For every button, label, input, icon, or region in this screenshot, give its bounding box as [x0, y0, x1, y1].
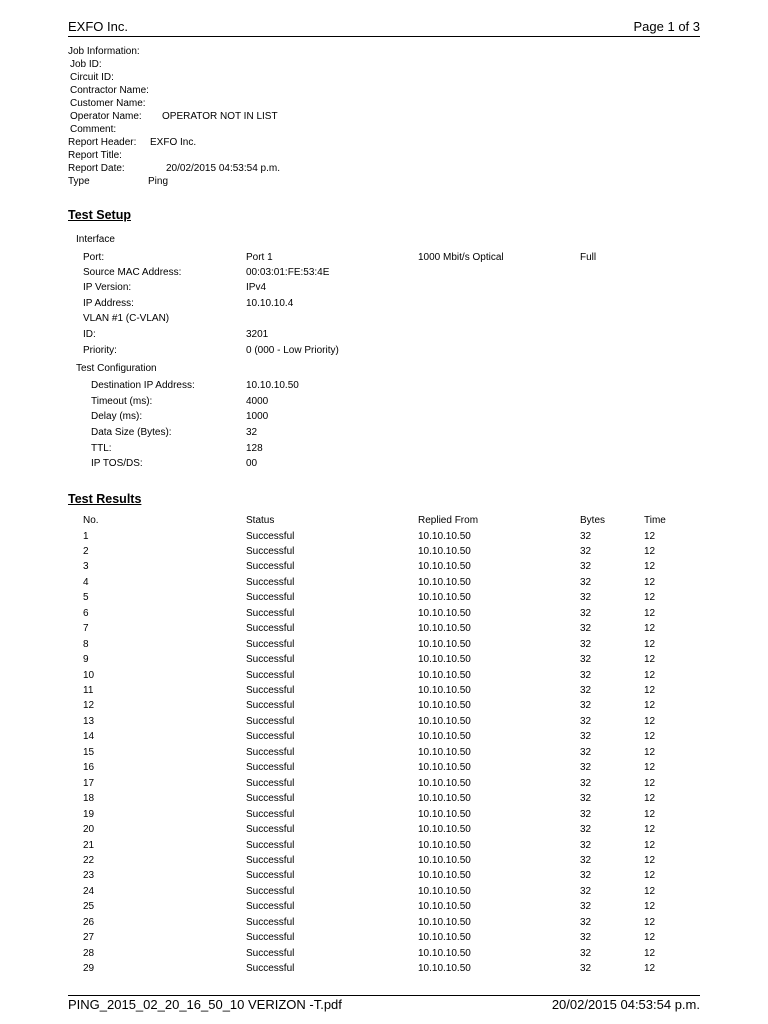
cell-status: Successful	[246, 793, 295, 805]
column-header-bytes: Bytes	[580, 515, 606, 526]
column-header-replied-from: Replied From	[418, 515, 479, 526]
table-row	[0, 932, 768, 948]
cell-time: 12	[644, 592, 656, 604]
cell-bytes: 32	[580, 901, 592, 913]
cell-time: 12	[644, 963, 656, 975]
cell-bytes: 32	[580, 638, 592, 650]
cell-replied-from: 10.10.10.50	[418, 932, 471, 944]
cell-replied-from: 10.10.10.50	[418, 746, 471, 758]
cell-time: 12	[644, 808, 656, 820]
cell-no: 24	[83, 885, 95, 897]
cell-bytes: 32	[580, 963, 592, 975]
cell-replied-from: 10.10.10.50	[418, 731, 471, 743]
cell-status: Successful	[246, 963, 295, 975]
cell-status: Successful	[246, 561, 295, 573]
cell-time: 12	[644, 839, 656, 851]
type-value: Ping	[148, 176, 169, 187]
cell-status: Successful	[246, 530, 295, 542]
priority-label: Priority:	[83, 345, 117, 356]
customer-label: Customer Name:	[70, 98, 146, 109]
table-row	[0, 608, 768, 624]
cell-no: 29	[83, 963, 95, 975]
cell-replied-from: 10.10.10.50	[418, 669, 471, 681]
footer-date: 20/02/2015 04:53:54 p.m.	[551, 997, 700, 1012]
table-row	[0, 870, 768, 886]
cell-no: 5	[83, 592, 89, 604]
cell-bytes: 32	[580, 793, 592, 805]
cell-replied-from: 10.10.10.50	[418, 793, 471, 805]
cell-bytes: 32	[580, 808, 592, 820]
cell-bytes: 32	[580, 870, 592, 882]
cell-status: Successful	[246, 901, 295, 913]
ttl-label: TTL:	[91, 443, 112, 454]
cell-replied-from: 10.10.10.50	[418, 638, 471, 650]
cell-time: 12	[644, 700, 656, 712]
test-results-title: Test Results	[68, 492, 142, 506]
cell-status: Successful	[246, 638, 295, 650]
cell-bytes: 32	[580, 623, 592, 635]
cell-time: 12	[644, 669, 656, 681]
table-row	[0, 731, 768, 747]
cell-replied-from: 10.10.10.50	[418, 824, 471, 836]
report-date-label: Report Date:	[68, 163, 125, 174]
cell-time: 12	[644, 530, 656, 542]
table-row	[0, 654, 768, 670]
header-divider	[68, 36, 700, 37]
cell-status: Successful	[246, 808, 295, 820]
priority-value: 0 (000 - Low Priority)	[246, 345, 339, 356]
tos-label: IP TOS/DS:	[91, 458, 143, 469]
delay-label: Delay (ms):	[91, 411, 143, 422]
cell-bytes: 32	[580, 685, 592, 696]
dest-ip-value: 10.10.10.50	[246, 380, 299, 391]
column-header-time: Time	[644, 515, 666, 526]
table-row	[0, 670, 768, 686]
cell-bytes: 32	[580, 777, 592, 789]
cell-replied-from: 10.10.10.50	[418, 623, 471, 635]
dest-ip-label: Destination IP Address:	[91, 380, 195, 391]
cell-bytes: 32	[580, 947, 592, 959]
table-row	[0, 840, 768, 856]
cell-no: 3	[83, 561, 89, 573]
cell-replied-from: 10.10.10.50	[418, 700, 471, 712]
column-header-no: No.	[83, 515, 99, 526]
table-row	[0, 809, 768, 825]
cell-time: 12	[644, 885, 656, 897]
ip-address-value: 10.10.10.4	[246, 298, 294, 309]
cell-no: 15	[83, 746, 95, 758]
contractor-label: Contractor Name:	[70, 85, 149, 96]
column-header-status: Status	[246, 515, 275, 526]
cell-time: 12	[644, 932, 656, 944]
ttl-value: 128	[246, 443, 263, 454]
cell-status: Successful	[246, 731, 295, 743]
cell-replied-from: 10.10.10.50	[418, 808, 471, 820]
cell-no: 13	[83, 715, 95, 727]
port-value: Port 1	[246, 252, 273, 263]
cell-time: 12	[644, 623, 656, 635]
table-row	[0, 762, 768, 778]
table-row	[0, 855, 768, 871]
cell-status: Successful	[246, 623, 295, 635]
cell-replied-from: 10.10.10.50	[418, 545, 471, 557]
ip-version-label: IP Version:	[83, 282, 132, 293]
cell-status: Successful	[246, 669, 295, 681]
cell-no: 9	[83, 654, 89, 666]
cell-status: Successful	[246, 654, 295, 666]
cell-no: 27	[83, 932, 95, 944]
cell-no: 7	[83, 623, 89, 635]
port-label: Port:	[83, 252, 105, 263]
cell-status: Successful	[246, 777, 295, 789]
cell-status: Successful	[246, 932, 295, 944]
cell-no: 8	[83, 638, 89, 650]
cell-time: 12	[644, 824, 656, 836]
cell-bytes: 32	[580, 824, 592, 836]
report-header-value: EXFO Inc.	[150, 137, 197, 148]
cell-bytes: 32	[580, 545, 592, 557]
cell-no: 4	[83, 576, 89, 588]
mac-label: Source MAC Address:	[83, 267, 182, 278]
table-row	[0, 546, 768, 562]
table-row	[0, 685, 768, 701]
cell-status: Successful	[246, 762, 295, 774]
cell-status: Successful	[246, 854, 295, 866]
cell-no: 17	[83, 777, 95, 789]
operator-value: OPERATOR NOT IN LIST	[162, 111, 278, 122]
cell-replied-from: 10.10.10.50	[418, 654, 471, 666]
ip-version-value: IPv4	[246, 282, 267, 293]
cell-no: 18	[83, 793, 95, 805]
table-row	[0, 592, 768, 608]
cell-status: Successful	[246, 607, 295, 619]
cell-status: Successful	[246, 576, 295, 588]
vlan-label: VLAN #1 (C-VLAN)	[83, 313, 170, 324]
cell-bytes: 32	[580, 654, 592, 666]
cell-time: 12	[644, 561, 656, 573]
table-row	[0, 623, 768, 639]
cell-time: 12	[644, 854, 656, 866]
table-row	[0, 917, 768, 933]
table-row	[0, 778, 768, 794]
job-id-label: Job ID:	[70, 59, 102, 70]
cell-status: Successful	[246, 715, 295, 727]
cell-bytes: 32	[580, 592, 592, 604]
cell-replied-from: 10.10.10.50	[418, 576, 471, 588]
cell-time: 12	[644, 731, 656, 743]
cell-no: 14	[83, 731, 95, 743]
cell-status: Successful	[246, 545, 295, 557]
cell-replied-from: 10.10.10.50	[418, 715, 471, 727]
port-speed: 1000 Mbit/s Optical	[418, 252, 504, 263]
cell-replied-from: 10.10.10.50	[418, 561, 471, 573]
cell-bytes: 32	[580, 885, 592, 897]
report-title-label: Report Title:	[68, 150, 122, 161]
cell-time: 12	[644, 576, 656, 588]
mac-value: 00:03:01:FE:53:4E	[246, 267, 330, 278]
table-row	[0, 963, 768, 979]
job-info-title: Job Information:	[68, 46, 140, 57]
cell-replied-from: 10.10.10.50	[418, 947, 471, 959]
vlan-id-label: ID:	[83, 329, 96, 340]
cell-no: 16	[83, 762, 95, 774]
cell-replied-from: 10.10.10.50	[418, 963, 471, 975]
cell-replied-from: 10.10.10.50	[418, 885, 471, 897]
test-config-title: Test Configuration	[76, 363, 157, 374]
cell-no: 21	[83, 839, 95, 851]
cell-replied-from: 10.10.10.50	[418, 607, 471, 619]
cell-no: 6	[83, 607, 89, 619]
cell-no: 11	[83, 685, 94, 696]
cell-time: 12	[644, 947, 656, 959]
cell-status: Successful	[246, 700, 295, 712]
cell-bytes: 32	[580, 700, 592, 712]
cell-replied-from: 10.10.10.50	[418, 592, 471, 604]
test-setup-title: Test Setup	[68, 208, 131, 222]
cell-no: 1	[83, 530, 89, 542]
cell-replied-from: 10.10.10.50	[418, 916, 471, 928]
cell-bytes: 32	[580, 932, 592, 944]
timeout-value: 4000	[246, 396, 269, 407]
table-row	[0, 824, 768, 840]
table-row	[0, 531, 768, 547]
cell-time: 12	[644, 901, 656, 913]
report-header-label: Report Header:	[68, 137, 137, 148]
cell-no: 26	[83, 916, 95, 928]
cell-bytes: 32	[580, 746, 592, 758]
cell-no: 19	[83, 808, 95, 820]
cell-replied-from: 10.10.10.50	[418, 870, 471, 882]
data-size-value: 32	[246, 427, 258, 438]
cell-status: Successful	[246, 839, 295, 851]
cell-time: 12	[644, 654, 656, 666]
cell-status: Successful	[246, 870, 295, 882]
cell-no: 12	[83, 700, 95, 712]
cell-time: 12	[644, 746, 656, 758]
cell-bytes: 32	[580, 762, 592, 774]
cell-no: 10	[83, 669, 95, 681]
cell-no: 2	[83, 545, 89, 557]
cell-status: Successful	[246, 592, 295, 604]
cell-time: 12	[644, 685, 656, 696]
cell-time: 12	[644, 762, 656, 774]
cell-bytes: 32	[580, 530, 592, 542]
cell-status: Successful	[246, 824, 295, 836]
cell-status: Successful	[246, 947, 295, 959]
table-row	[0, 577, 768, 593]
cell-bytes: 32	[580, 561, 592, 573]
cell-status: Successful	[246, 916, 295, 928]
timeout-label: Timeout (ms):	[91, 396, 153, 407]
table-row	[0, 793, 768, 809]
operator-label: Operator Name:	[70, 111, 142, 122]
cell-replied-from: 10.10.10.50	[418, 685, 471, 696]
cell-bytes: 32	[580, 607, 592, 619]
table-row	[0, 700, 768, 716]
cell-bytes: 32	[580, 839, 592, 851]
type-label: Type	[68, 176, 90, 187]
cell-status: Successful	[246, 746, 295, 758]
interface-title: Interface	[76, 234, 115, 245]
cell-no: 20	[83, 824, 95, 836]
cell-replied-from: 10.10.10.50	[418, 777, 471, 789]
cell-time: 12	[644, 638, 656, 650]
ip-address-label: IP Address:	[83, 298, 134, 309]
table-row	[0, 561, 768, 577]
comment-label: Comment:	[70, 124, 117, 135]
table-row	[0, 901, 768, 917]
footer-filename: PING_2015_02_20_16_50_10 VERIZON -T.pdf	[68, 997, 342, 1012]
cell-bytes: 32	[580, 854, 592, 866]
cell-no: 22	[83, 854, 95, 866]
table-row	[0, 716, 768, 732]
cell-time: 12	[644, 870, 656, 882]
circuit-id-label: Circuit ID:	[70, 72, 114, 83]
cell-time: 12	[644, 793, 656, 805]
cell-time: 12	[644, 607, 656, 619]
data-size-label: Data Size (Bytes):	[91, 427, 172, 438]
cell-bytes: 32	[580, 916, 592, 928]
cell-status: Successful	[246, 885, 295, 897]
cell-status: Successful	[246, 685, 295, 696]
cell-no: 28	[83, 947, 95, 959]
delay-value: 1000	[246, 411, 269, 422]
cell-replied-from: 10.10.10.50	[418, 854, 471, 866]
footer-divider	[68, 995, 700, 996]
cell-bytes: 32	[580, 731, 592, 743]
cell-time: 12	[644, 715, 656, 727]
cell-bytes: 32	[580, 715, 592, 727]
cell-time: 12	[644, 545, 656, 557]
cell-no: 25	[83, 901, 95, 913]
cell-replied-from: 10.10.10.50	[418, 901, 471, 913]
table-row	[0, 948, 768, 964]
company-name: EXFO Inc.	[68, 19, 128, 34]
cell-no: 23	[83, 870, 95, 882]
cell-replied-from: 10.10.10.50	[418, 839, 471, 851]
cell-time: 12	[644, 777, 656, 789]
page-number: Page 1 of 3	[633, 19, 700, 34]
vlan-id-value: 3201	[246, 329, 269, 340]
table-row	[0, 747, 768, 763]
tos-value: 00	[246, 458, 258, 469]
cell-bytes: 32	[580, 669, 592, 681]
table-row	[0, 639, 768, 655]
cell-time: 12	[644, 916, 656, 928]
results-header-row	[0, 515, 768, 531]
table-row	[0, 886, 768, 902]
report-date-value: 20/02/2015 04:53:54 p.m.	[166, 163, 280, 174]
cell-replied-from: 10.10.10.50	[418, 530, 471, 542]
cell-bytes: 32	[580, 576, 592, 588]
cell-replied-from: 10.10.10.50	[418, 762, 471, 774]
port-duplex: Full	[580, 252, 597, 263]
